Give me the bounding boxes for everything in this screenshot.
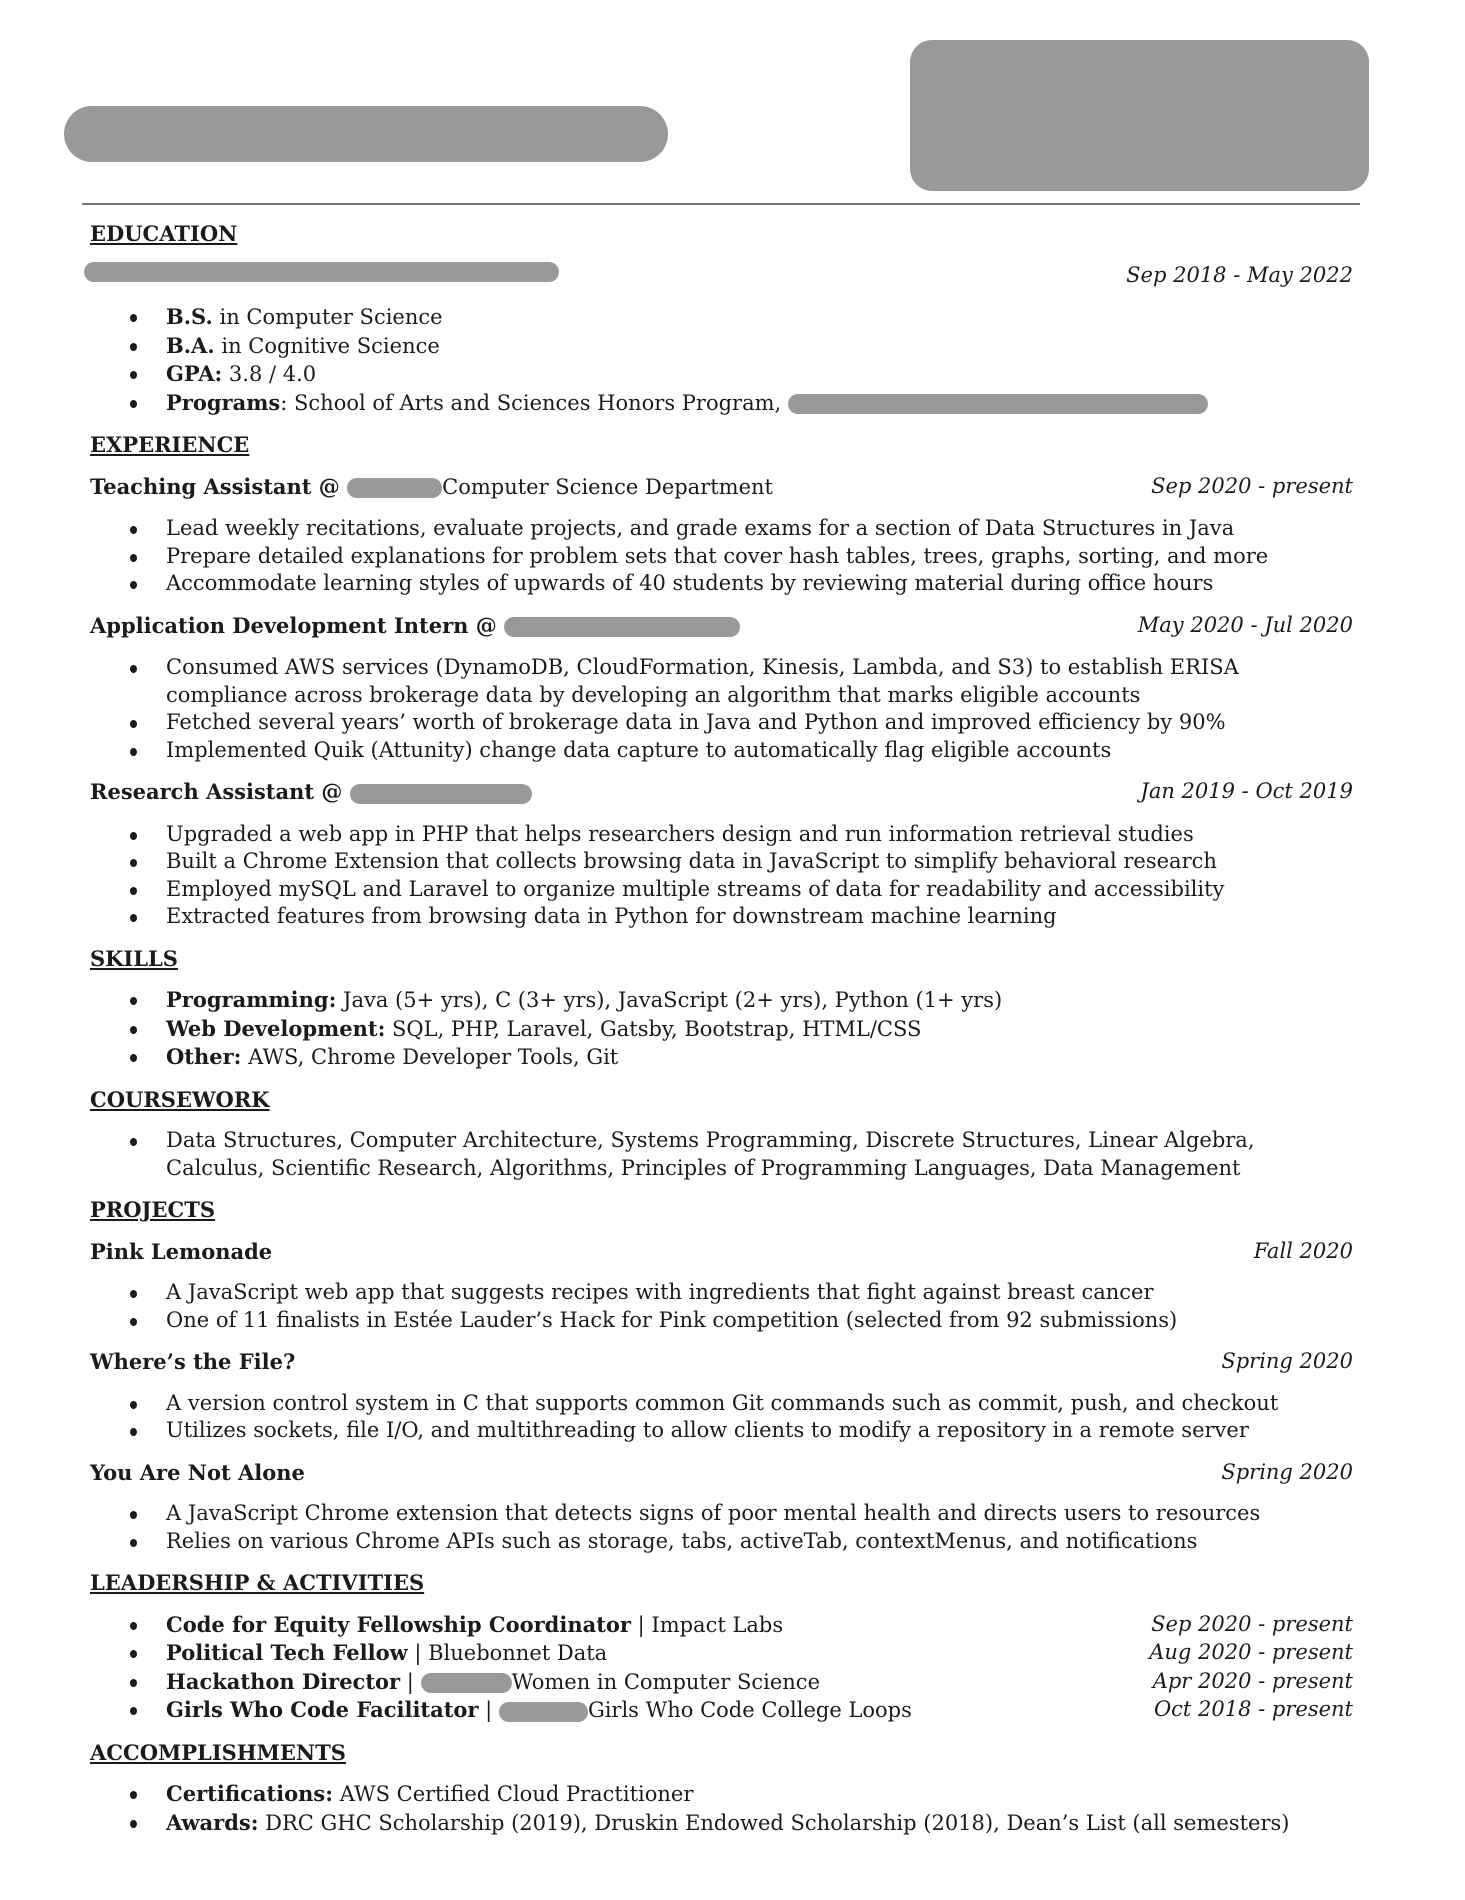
list-item: A JavaScript web app that suggests recipes with ingredients that fight against breast cancer — [90, 1279, 1353, 1307]
project-title: Where’s the File? — [90, 1349, 296, 1374]
job-bullets — [90, 654, 1353, 764]
item-label: Other: — [166, 1044, 242, 1069]
list-item: Implemented Quik (Attunity) change data capture to automatically flag eligible accounts — [90, 737, 1353, 765]
project-title: Pink Lemonade — [90, 1238, 273, 1264]
job-date: May 2020 - Jul 2020 — [1137, 612, 1353, 637]
role: Hackathon Director — [166, 1668, 401, 1694]
role: Code for Equity Fellowship Coordinator — [166, 1611, 631, 1637]
list-item — [90, 1015, 1353, 1044]
skills-list — [90, 986, 1353, 1072]
list-item — [90, 389, 1353, 418]
education-list — [90, 303, 1353, 417]
list-item: Employed mySQL and Laravel to organize multiple streams of data for readability and accessibility — [90, 876, 1353, 904]
date: Apr 2020 - present — [1152, 1668, 1353, 1693]
separator: | — [400, 1669, 421, 1694]
redacted-org — [499, 1702, 588, 1722]
education-date: Sep 2018 - May 2022 — [1126, 262, 1353, 287]
item-text: AWS, Chrome Developer Tools, Git — [241, 1045, 619, 1069]
item-text: in Cognitive Science — [214, 333, 440, 358]
org: Bluebonnet Data — [428, 1641, 608, 1665]
item-text: 3.8 / 4.0 — [222, 362, 317, 386]
project-date: Fall 2020 — [1253, 1238, 1353, 1263]
org: Girls Who Code College Loops — [587, 1698, 912, 1722]
list-item: Lead weekly recitations, evaluate projects, and grade exams for a section of Data Structures in Java — [90, 515, 1353, 543]
separator: | — [407, 1641, 429, 1665]
project-bullets — [90, 1500, 1353, 1555]
separator: | — [478, 1698, 499, 1722]
education-school-row — [90, 262, 1353, 290]
job-row — [90, 778, 1353, 807]
projects-heading: PROJECTS — [90, 1197, 215, 1222]
project-date: Spring 2020 — [1221, 1459, 1353, 1484]
job-title: Application Development Intern @ — [90, 612, 505, 638]
list-item: Data Structures, Computer Architecture, Systems Programming, Discrete Structures, Linear Algebra, Calculus, Scientific Research, Algorithms, Principles of Programming Languages, Data Management — [90, 1127, 1353, 1182]
accomplishments-heading: ACCOMPLISHMENTS — [90, 1739, 346, 1765]
date: Aug 2020 - present — [1149, 1640, 1353, 1664]
accomplishments-list — [90, 1780, 1353, 1837]
project-bullets — [90, 1279, 1353, 1334]
item-label: Programming: — [166, 987, 337, 1012]
redacted-org — [350, 784, 532, 804]
list-item — [90, 1043, 1353, 1072]
item-label: Certifications: — [166, 1781, 334, 1806]
list-item — [90, 986, 1353, 1015]
org: Impact Labs — [651, 1612, 784, 1637]
job-org: Computer Science Department — [442, 474, 773, 499]
job-date: Jan 2019 - Oct 2019 — [1140, 779, 1353, 803]
project-row — [90, 1238, 1353, 1266]
header-divider — [82, 203, 1360, 205]
redacted-org — [347, 478, 442, 498]
job-row — [90, 612, 1353, 641]
list-item: One of 11 finalists in Estée Lauder’s Hack for Pink competition (selected from 92 submissions) — [90, 1307, 1353, 1335]
item-label: GPA: — [166, 361, 223, 386]
redacted-org — [504, 617, 740, 637]
job-date: Sep 2020 - present — [1151, 473, 1353, 498]
coursework-heading: COURSEWORK — [90, 1086, 270, 1112]
project-bullets — [90, 1390, 1353, 1445]
org: Women in Computer Science — [511, 1669, 820, 1694]
list-item: Prepare detailed explanations for problem sets that cover hash tables, trees, graphs, sorting, and more — [90, 543, 1353, 571]
list-item: Extracted features from browsing data in Python for downstream machine learning — [90, 903, 1353, 931]
list-item — [90, 332, 1353, 361]
project-row — [90, 1459, 1353, 1487]
leadership-heading: LEADERSHIP & ACTIVITIES — [90, 1570, 425, 1595]
item-text: DRC GHC Scholarship (2019), Druskin Endowed Scholarship (2018), Dean’s List (all semesters) — [258, 1810, 1290, 1835]
date: Sep 2020 - present — [1151, 1611, 1353, 1636]
list-item: A version control system in C that supports common Git commands such as commit, push, and checkout — [90, 1390, 1353, 1418]
coursework-list — [90, 1127, 1353, 1182]
item-text: : School of Arts and Sciences Honors Program, — [280, 390, 788, 415]
list-item: Built a Chrome Extension that collects browsing data in JavaScript to simplify behavioral research — [90, 848, 1353, 876]
job-row — [90, 473, 1353, 502]
item-text: Java (5+ yrs), C (3+ yrs), JavaScript (2+ yrs), Python (1+ yrs) — [336, 988, 1003, 1012]
list-item — [90, 1668, 1353, 1697]
item-text: AWS Certified Cloud Practitioner — [333, 1782, 694, 1806]
list-item — [90, 360, 1353, 389]
leadership-list — [90, 1611, 1353, 1725]
item-label: Programs — [166, 389, 281, 415]
job-bullets — [90, 515, 1353, 598]
item-label: Awards: — [166, 1809, 259, 1835]
list-item: Accommodate learning styles of upwards of 40 students by reviewing material during office hours — [90, 570, 1353, 598]
list-item: Consumed AWS services (DynamoDB, CloudFormation, Kinesis, Lambda, and S3) to establish ERISA compliance across brokerage data by developing an algorithm that marks eligible accounts — [90, 654, 1353, 709]
redacted-contact-info — [910, 40, 1369, 191]
resume-body — [90, 220, 1353, 1837]
education-heading: EDUCATION — [90, 221, 238, 246]
project-date: Spring 2020 — [1221, 1349, 1353, 1373]
list-item: Fetched several years’ worth of brokerage data in Java and Python and improved efficiency by 90% — [90, 709, 1353, 737]
item-text: in Computer Science — [212, 305, 443, 329]
list-item — [90, 1611, 1353, 1640]
job-bullets — [90, 821, 1353, 931]
list-item — [90, 1809, 1353, 1838]
list-item — [90, 1696, 1353, 1725]
skills-heading: SKILLS — [90, 945, 178, 971]
redacted-program — [788, 394, 1208, 414]
job-title: Research Assistant @ — [90, 779, 350, 804]
list-item — [90, 1639, 1353, 1668]
project-row — [90, 1348, 1353, 1376]
item-label: B.A. — [166, 332, 215, 358]
separator: | — [630, 1612, 652, 1637]
project-title: You Are Not Alone — [90, 1459, 305, 1485]
list-item: A JavaScript Chrome extension that detects signs of poor mental health and directs users to resources — [90, 1500, 1353, 1528]
list-item: Relies on various Chrome APIs such as storage, tabs, activeTab, contextMenus, and notifications — [90, 1528, 1353, 1556]
redacted-org — [421, 1673, 512, 1693]
list-item: Upgraded a web app in PHP that helps researchers design and run information retrieval studies — [90, 821, 1353, 849]
item-label: Web Development: — [166, 1015, 386, 1041]
item-label: B.S. — [166, 304, 213, 329]
job-title: Teaching Assistant @ — [90, 473, 348, 499]
role: Political Tech Fellow — [166, 1640, 408, 1665]
redacted-name — [64, 106, 668, 162]
list-item — [90, 1780, 1353, 1809]
role: Girls Who Code Facilitator — [166, 1697, 479, 1722]
experience-heading: EXPERIENCE — [90, 432, 250, 457]
redacted-school — [84, 262, 559, 282]
list-item — [90, 303, 1353, 332]
date: Oct 2018 - present — [1153, 1697, 1353, 1721]
list-item: Utilizes sockets, file I/O, and multithreading to allow clients to modify a repository in a remote server — [90, 1417, 1353, 1445]
item-text: SQL, PHP, Laravel, Gatsby, Bootstrap, HTML/CSS — [385, 1016, 922, 1041]
